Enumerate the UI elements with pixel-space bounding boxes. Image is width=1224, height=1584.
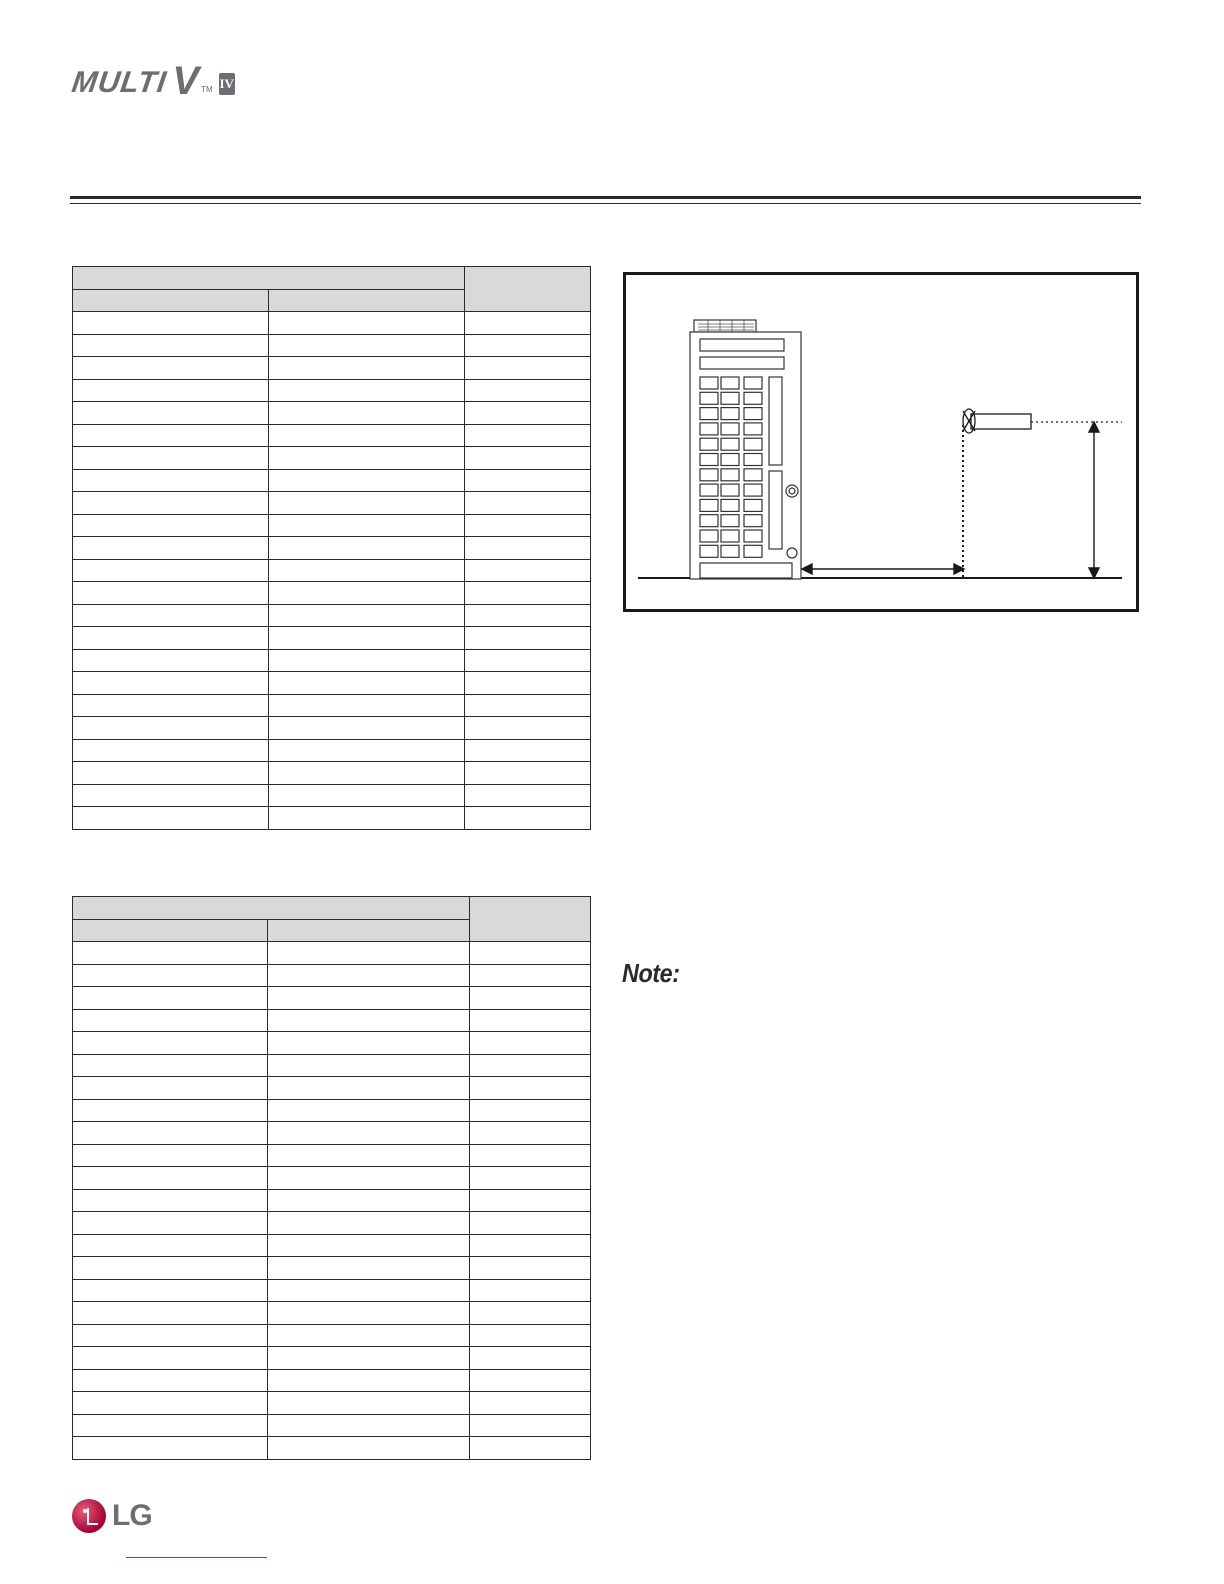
table-row bbox=[73, 1189, 591, 1212]
table-cell bbox=[268, 1234, 470, 1257]
table-cell bbox=[470, 1189, 591, 1212]
header-rule-thin bbox=[70, 203, 1141, 204]
table-cell bbox=[470, 964, 591, 987]
table-cell bbox=[268, 1279, 470, 1302]
table-cell bbox=[269, 379, 465, 402]
table-cell bbox=[268, 1144, 470, 1167]
table-row bbox=[73, 942, 591, 965]
table-cell bbox=[465, 357, 591, 380]
table-cell bbox=[269, 672, 465, 695]
table-cell bbox=[73, 604, 269, 627]
table-cell bbox=[470, 1099, 591, 1122]
outdoor-unit-diagram bbox=[626, 275, 1136, 609]
table-cell bbox=[73, 1077, 268, 1100]
table-row bbox=[73, 424, 591, 447]
table-cell bbox=[268, 1302, 470, 1325]
table-cell bbox=[73, 1392, 268, 1415]
table-cell bbox=[73, 964, 268, 987]
table-row bbox=[73, 1392, 591, 1415]
table-cell bbox=[470, 1009, 591, 1032]
table-cell bbox=[269, 492, 465, 515]
table-cell bbox=[465, 672, 591, 695]
table-cell bbox=[465, 739, 591, 762]
table-cell bbox=[269, 447, 465, 470]
table-cell bbox=[73, 1144, 268, 1167]
table-cell bbox=[73, 469, 269, 492]
table-cell bbox=[465, 559, 591, 582]
table-cell bbox=[470, 1279, 591, 1302]
data-table-1 bbox=[72, 266, 591, 830]
table-row bbox=[73, 1234, 591, 1257]
logo-badge: IV bbox=[219, 73, 235, 95]
table-cell bbox=[268, 1437, 470, 1460]
table-cell bbox=[73, 1347, 268, 1370]
table-row bbox=[73, 492, 591, 515]
table-cell bbox=[268, 964, 470, 987]
table-cell bbox=[73, 1257, 268, 1280]
table-cell bbox=[73, 1009, 268, 1032]
table-cell bbox=[73, 1189, 268, 1212]
table-cell bbox=[73, 942, 268, 965]
table-cell bbox=[268, 1054, 470, 1077]
table-cell bbox=[73, 379, 269, 402]
pipe-icon bbox=[963, 409, 1122, 578]
table-cell bbox=[268, 942, 470, 965]
table-cell bbox=[470, 1369, 591, 1392]
outdoor-unit-icon bbox=[690, 320, 801, 579]
table-cell bbox=[465, 402, 591, 425]
table-cell bbox=[73, 1437, 268, 1460]
table-row bbox=[73, 559, 591, 582]
table-cell bbox=[73, 784, 269, 807]
table-cell bbox=[470, 1212, 591, 1235]
table-row bbox=[73, 1279, 591, 1302]
note-heading: Note: bbox=[622, 958, 680, 988]
table-row bbox=[73, 537, 591, 560]
table-row bbox=[73, 514, 591, 537]
table-cell bbox=[470, 1122, 591, 1145]
table-row bbox=[73, 1437, 591, 1460]
table-row bbox=[73, 1212, 591, 1235]
table-cell bbox=[465, 807, 591, 830]
table-cell bbox=[268, 1414, 470, 1437]
table-subheader-cell bbox=[269, 289, 465, 312]
table-row bbox=[73, 1414, 591, 1437]
table-cell bbox=[465, 717, 591, 740]
table-cell bbox=[268, 1167, 470, 1190]
table-cell bbox=[269, 312, 465, 335]
table-cell bbox=[470, 1234, 591, 1257]
table-cell bbox=[465, 537, 591, 560]
table-cell bbox=[73, 582, 269, 605]
table-cell bbox=[465, 514, 591, 537]
table-cell bbox=[470, 1302, 591, 1325]
table-subheader-cell bbox=[73, 919, 268, 942]
logo-trademark: TM bbox=[201, 85, 213, 94]
table-cell bbox=[465, 492, 591, 515]
table-cell bbox=[73, 1032, 268, 1055]
table-row bbox=[73, 1302, 591, 1325]
lg-brand-text: LG bbox=[112, 1499, 152, 1532]
table-cell bbox=[73, 717, 269, 740]
table-cell bbox=[73, 739, 269, 762]
table-cell bbox=[73, 334, 269, 357]
table-row bbox=[73, 694, 591, 717]
table-row bbox=[73, 334, 591, 357]
table-cell bbox=[73, 672, 269, 695]
table-header-cell bbox=[465, 267, 591, 312]
table-row bbox=[73, 312, 591, 335]
table-cell bbox=[73, 807, 269, 830]
table-header-cell bbox=[73, 897, 470, 920]
table-cell bbox=[269, 514, 465, 537]
table-cell bbox=[470, 1324, 591, 1347]
table-cell bbox=[268, 1032, 470, 1055]
table-header-row bbox=[73, 267, 591, 290]
table-cell bbox=[465, 762, 591, 785]
table-row bbox=[73, 964, 591, 987]
table-cell bbox=[470, 1054, 591, 1077]
table-cell bbox=[73, 1212, 268, 1235]
table-cell bbox=[269, 627, 465, 650]
table-cell bbox=[269, 537, 465, 560]
table-cell bbox=[269, 807, 465, 830]
table-cell bbox=[73, 1369, 268, 1392]
table-cell bbox=[470, 1437, 591, 1460]
table-cell bbox=[269, 424, 465, 447]
table-cell bbox=[73, 424, 269, 447]
table-cell bbox=[470, 1392, 591, 1415]
table-cell bbox=[269, 784, 465, 807]
table-cell bbox=[269, 357, 465, 380]
table-row bbox=[73, 1257, 591, 1280]
table-cell bbox=[73, 1099, 268, 1122]
table-cell bbox=[268, 1122, 470, 1145]
table-subheader-cell bbox=[73, 289, 269, 312]
table-cell bbox=[73, 649, 269, 672]
table-cell bbox=[73, 1054, 268, 1077]
table-cell bbox=[268, 1347, 470, 1370]
table-row bbox=[73, 807, 591, 830]
table-cell bbox=[73, 1234, 268, 1257]
table-cell bbox=[470, 1032, 591, 1055]
table-header-cell bbox=[73, 267, 465, 290]
table-cell bbox=[268, 1077, 470, 1100]
table-cell bbox=[73, 694, 269, 717]
table-cell bbox=[465, 334, 591, 357]
table-cell bbox=[268, 1324, 470, 1347]
table-cell bbox=[269, 762, 465, 785]
footer-link-underline[interactable] bbox=[126, 1557, 267, 1558]
header-rule-thick bbox=[70, 196, 1141, 199]
table-row bbox=[73, 672, 591, 695]
table-header-cell bbox=[470, 897, 591, 942]
table-row bbox=[73, 1167, 591, 1190]
table-cell bbox=[268, 1369, 470, 1392]
table-cell bbox=[73, 1279, 268, 1302]
table-row bbox=[73, 739, 591, 762]
table-cell bbox=[73, 1414, 268, 1437]
table-row bbox=[73, 1032, 591, 1055]
table-cell bbox=[465, 604, 591, 627]
lg-logo bbox=[72, 1499, 152, 1533]
lg-face-icon bbox=[72, 1499, 106, 1533]
table-cell bbox=[269, 649, 465, 672]
table-cell bbox=[269, 469, 465, 492]
table-row bbox=[73, 1009, 591, 1032]
table-cell bbox=[470, 1414, 591, 1437]
table-row bbox=[73, 379, 591, 402]
table-cell bbox=[470, 1077, 591, 1100]
table-cell bbox=[73, 559, 269, 582]
table-cell bbox=[269, 559, 465, 582]
table-row bbox=[73, 717, 591, 740]
table-cell bbox=[269, 694, 465, 717]
table-cell bbox=[465, 649, 591, 672]
table-cell bbox=[73, 312, 269, 335]
table-row bbox=[73, 784, 591, 807]
table-cell bbox=[269, 604, 465, 627]
table-cell bbox=[73, 514, 269, 537]
table-cell bbox=[465, 312, 591, 335]
table-cell bbox=[465, 424, 591, 447]
multi-v-logo bbox=[69, 59, 235, 103]
table-row bbox=[73, 1347, 591, 1370]
table-cell bbox=[465, 694, 591, 717]
dimension-arrow-icon bbox=[802, 422, 1099, 578]
table-cell bbox=[73, 1167, 268, 1190]
table-row bbox=[73, 1369, 591, 1392]
table-row bbox=[73, 357, 591, 380]
table-cell bbox=[268, 1189, 470, 1212]
table-row bbox=[73, 627, 591, 650]
table-cell bbox=[73, 537, 269, 560]
table-cell bbox=[269, 402, 465, 425]
table-cell bbox=[73, 402, 269, 425]
table-cell bbox=[73, 627, 269, 650]
table-row bbox=[73, 1054, 591, 1077]
table-cell bbox=[73, 987, 268, 1010]
table-cell bbox=[269, 739, 465, 762]
table-row bbox=[73, 1144, 591, 1167]
table-cell bbox=[465, 582, 591, 605]
table-row bbox=[73, 987, 591, 1010]
table-cell bbox=[73, 762, 269, 785]
table-cell bbox=[269, 582, 465, 605]
table-row bbox=[73, 1077, 591, 1100]
table-row bbox=[73, 447, 591, 470]
table-cell bbox=[73, 492, 269, 515]
table-cell bbox=[268, 1009, 470, 1032]
data-table-2 bbox=[72, 896, 591, 1460]
table-cell bbox=[268, 987, 470, 1010]
table-cell bbox=[73, 1324, 268, 1347]
table-row bbox=[73, 649, 591, 672]
table-cell bbox=[268, 1257, 470, 1280]
table-cell bbox=[470, 1347, 591, 1370]
table-row bbox=[73, 1122, 591, 1145]
table-cell bbox=[470, 1144, 591, 1167]
table-subheader-cell bbox=[268, 919, 470, 942]
table-row bbox=[73, 582, 591, 605]
table-cell bbox=[470, 987, 591, 1010]
table-cell bbox=[73, 1302, 268, 1325]
table-row bbox=[73, 402, 591, 425]
table-row bbox=[73, 604, 591, 627]
table-cell bbox=[465, 379, 591, 402]
logo-v: V bbox=[172, 59, 200, 103]
logo-word: MULTI bbox=[69, 66, 169, 99]
table-cell bbox=[470, 1257, 591, 1280]
table-cell bbox=[465, 784, 591, 807]
table-cell bbox=[73, 357, 269, 380]
table-cell bbox=[73, 1122, 268, 1145]
table-row bbox=[73, 762, 591, 785]
table-cell bbox=[470, 942, 591, 965]
table-row bbox=[73, 1099, 591, 1122]
table-cell bbox=[465, 627, 591, 650]
table-cell bbox=[268, 1212, 470, 1235]
table-cell bbox=[268, 1392, 470, 1415]
table-cell bbox=[269, 334, 465, 357]
table-cell bbox=[268, 1099, 470, 1122]
table-cell bbox=[465, 469, 591, 492]
table-cell bbox=[465, 447, 591, 470]
table-row bbox=[73, 469, 591, 492]
table-header-row bbox=[73, 897, 591, 920]
table-cell bbox=[73, 447, 269, 470]
figure-frame bbox=[623, 272, 1139, 612]
table-cell bbox=[470, 1167, 591, 1190]
table-cell bbox=[269, 717, 465, 740]
table-row bbox=[73, 1324, 591, 1347]
